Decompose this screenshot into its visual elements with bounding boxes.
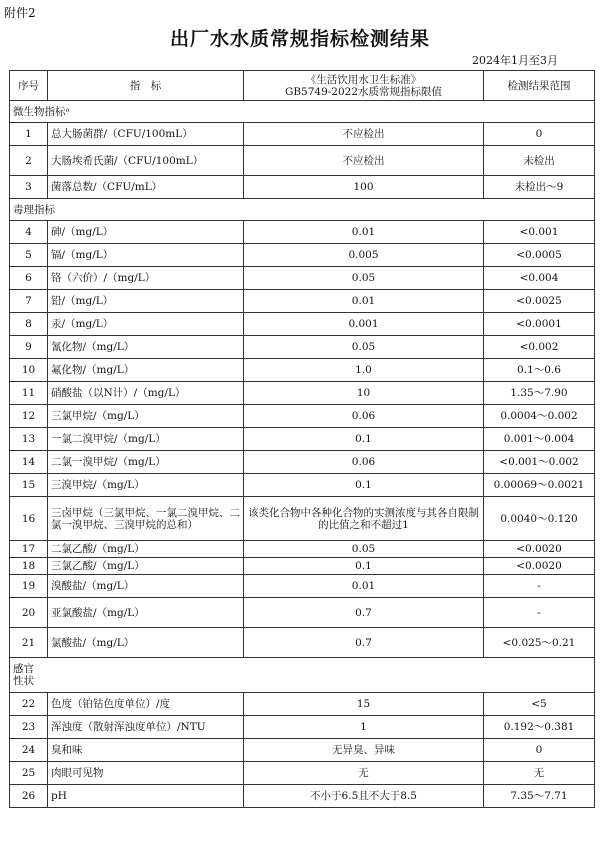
table-row xyxy=(10,313,595,336)
table-row xyxy=(10,382,595,405)
table-row xyxy=(10,336,595,359)
row-indicator: 砷/（mg/L） xyxy=(48,221,244,244)
table-row xyxy=(10,541,595,558)
row-limit: 0.1 xyxy=(244,474,484,497)
row-indicator: 二氯乙酸/（mg/L） xyxy=(48,541,244,558)
section-title-line2: 性状 xyxy=(13,675,34,687)
row-limit: 无 xyxy=(244,762,484,785)
row-result: <0.0020 xyxy=(484,558,595,575)
row-indicator: 镉/（mg/L） xyxy=(48,244,244,267)
section-row-toxicology xyxy=(10,199,595,221)
row-limit: 0.005 xyxy=(244,244,484,267)
row-result: 0 xyxy=(484,739,595,762)
row-result: <0.025～0.21 xyxy=(484,628,595,658)
row-result: 0.192～0.381 xyxy=(484,716,595,739)
row-limit: 0.01 xyxy=(244,290,484,313)
row-limit: 不小于6.5且不大于8.5 xyxy=(244,785,484,808)
row-indicator: 大肠埃希氏菌/（CFU/100mL） xyxy=(48,146,244,176)
section-title: 毒理指标 xyxy=(10,199,595,221)
table-row xyxy=(10,451,595,474)
row-no: 5 xyxy=(10,244,48,267)
header-limit xyxy=(244,71,484,101)
row-indicator: 硝酸盐（以N计）/（mg/L） xyxy=(48,382,244,405)
row-result: <0.0020 xyxy=(484,541,595,558)
table-header-row xyxy=(10,71,595,101)
row-indicator: pH xyxy=(48,785,244,808)
row-limit: 0.01 xyxy=(244,221,484,244)
row-indicator: 氟化物/（mg/L） xyxy=(48,359,244,382)
row-indicator: 菌落总数/（CFU/mL） xyxy=(48,176,244,199)
section-title xyxy=(10,658,595,693)
header-result: 检测结果范围 xyxy=(484,71,595,101)
row-no: 6 xyxy=(10,267,48,290)
row-no: 8 xyxy=(10,313,48,336)
row-result: 0.001～0.004 xyxy=(484,428,595,451)
table-row xyxy=(10,123,595,146)
row-limit: 1 xyxy=(244,716,484,739)
row-result: 无 xyxy=(484,762,595,785)
row-limit: 1.0 xyxy=(244,359,484,382)
row-indicator: 三卤甲烷（三氯甲烷、一氯二溴甲烷、二氯一溴甲烷、三溴甲烷的总和） xyxy=(48,497,244,541)
row-result: <0.004 xyxy=(484,267,595,290)
row-result: <0.0001 xyxy=(484,313,595,336)
table-row xyxy=(10,693,595,716)
table-row xyxy=(10,405,595,428)
table-row xyxy=(10,244,595,267)
table-row xyxy=(10,558,595,575)
row-no: 4 xyxy=(10,221,48,244)
row-result: - xyxy=(484,575,595,598)
row-result: 1.35～7.90 xyxy=(484,382,595,405)
row-limit: 100 xyxy=(244,176,484,199)
row-indicator: 总大肠菌群/（CFU/100mL） xyxy=(48,123,244,146)
row-no: 26 xyxy=(10,785,48,808)
table-row xyxy=(10,497,595,541)
header-limit-line1: 《生活饮用水卫生标准》 xyxy=(305,73,422,86)
row-indicator: 三氯乙酸/（mg/L） xyxy=(48,558,244,575)
row-result: 0.0004～0.002 xyxy=(484,405,595,428)
row-no: 12 xyxy=(10,405,48,428)
row-no: 7 xyxy=(10,290,48,313)
row-indicator: 溴酸盐/（mg/L） xyxy=(48,575,244,598)
row-result: 0.00069～0.0021 xyxy=(484,474,595,497)
row-result: <0.0025 xyxy=(484,290,595,313)
row-result: <0.001～0.002 xyxy=(484,451,595,474)
row-limit: 0.001 xyxy=(244,313,484,336)
row-indicator: 亚氯酸盐/（mg/L） xyxy=(48,598,244,628)
table-row xyxy=(10,428,595,451)
table-row xyxy=(10,785,595,808)
row-limit: 0.06 xyxy=(244,405,484,428)
row-no: 13 xyxy=(10,428,48,451)
row-result: <5 xyxy=(484,693,595,716)
row-indicator: 铅/（mg/L） xyxy=(48,290,244,313)
row-indicator: 铬（六价）/（mg/L） xyxy=(48,267,244,290)
row-result: <0.002 xyxy=(484,336,595,359)
row-result: 未检出～9 xyxy=(484,176,595,199)
section-row-sensory xyxy=(10,658,595,693)
row-limit: 0.01 xyxy=(244,575,484,598)
row-result: 0.1～0.6 xyxy=(484,359,595,382)
row-limit: 0.05 xyxy=(244,267,484,290)
row-limit: 0.1 xyxy=(244,558,484,575)
page-title: 出厂水水质常规指标检测结果 xyxy=(169,28,430,50)
row-indicator: 氰化物/（mg/L） xyxy=(48,336,244,359)
table-row xyxy=(10,221,595,244)
table-row xyxy=(10,762,595,785)
row-no: 23 xyxy=(10,716,48,739)
row-limit: 0.06 xyxy=(244,451,484,474)
row-limit: 不应检出 xyxy=(244,146,484,176)
row-no: 17 xyxy=(10,541,48,558)
row-no: 15 xyxy=(10,474,48,497)
row-result: 0.0040～0.120 xyxy=(484,497,595,541)
row-no: 22 xyxy=(10,693,48,716)
row-no: 25 xyxy=(10,762,48,785)
table-row xyxy=(10,146,595,176)
row-indicator: 三氯甲烷/（mg/L） xyxy=(48,405,244,428)
row-indicator: 二氯一溴甲烷/（mg/L） xyxy=(48,451,244,474)
row-indicator: 浑浊度（散射浑浊度单位）/NTU xyxy=(48,716,244,739)
row-limit: 15 xyxy=(244,693,484,716)
row-limit: 该类化合物中各种化合物的实测浓度与其各自限制的比值之和不超过1 xyxy=(244,497,484,541)
table-row xyxy=(10,739,595,762)
table-row xyxy=(10,716,595,739)
table-row xyxy=(10,598,595,628)
row-limit: 10 xyxy=(244,382,484,405)
row-indicator: 汞/（mg/L） xyxy=(48,313,244,336)
attachment-label: 附件2 xyxy=(4,6,36,20)
row-limit: 0.05 xyxy=(244,541,484,558)
table-row xyxy=(10,575,595,598)
row-indicator: 氯酸盐/（mg/L） xyxy=(48,628,244,658)
row-indicator: 臭和味 xyxy=(48,739,244,762)
row-no: 10 xyxy=(10,359,48,382)
row-no: 1 xyxy=(10,123,48,146)
table-row xyxy=(10,474,595,497)
section-title: 微生物指标ᵃ xyxy=(10,101,595,123)
report-period: 2024年1月至3月 xyxy=(472,54,558,67)
row-result: <0.0005 xyxy=(484,244,595,267)
row-result: 未检出 xyxy=(484,146,595,176)
row-limit: 0.1 xyxy=(244,428,484,451)
row-no: 16 xyxy=(10,497,48,541)
table-row xyxy=(10,359,595,382)
row-indicator: 色度（铂钴色度单位）/度 xyxy=(48,693,244,716)
row-result: 0 xyxy=(484,123,595,146)
row-indicator: 肉眼可见物 xyxy=(48,762,244,785)
row-result: - xyxy=(484,598,595,628)
results-table xyxy=(9,70,595,808)
row-no: 3 xyxy=(10,176,48,199)
row-no: 24 xyxy=(10,739,48,762)
row-result: <0.001 xyxy=(484,221,595,244)
row-no: 14 xyxy=(10,451,48,474)
row-no: 21 xyxy=(10,628,48,658)
header-limit-line2: GB5749-2022水质常规指标限值 xyxy=(284,85,443,98)
row-limit: 0.05 xyxy=(244,336,484,359)
row-limit: 无异臭、异味 xyxy=(244,739,484,762)
row-limit: 0.7 xyxy=(244,598,484,628)
row-no: 2 xyxy=(10,146,48,176)
row-no: 11 xyxy=(10,382,48,405)
row-indicator: 三溴甲烷/（mg/L） xyxy=(48,474,244,497)
row-no: 9 xyxy=(10,336,48,359)
header-indicator: 指 标 xyxy=(48,71,244,101)
row-no: 19 xyxy=(10,575,48,598)
section-row-microbial xyxy=(10,101,595,123)
row-limit: 不应检出 xyxy=(244,123,484,146)
section-title-line1: 感官 xyxy=(13,663,34,675)
table-row xyxy=(10,628,595,658)
header-no: 序号 xyxy=(10,71,48,101)
table-row xyxy=(10,290,595,313)
table-row xyxy=(10,267,595,290)
row-result: 7.35～7.71 xyxy=(484,785,595,808)
table-row xyxy=(10,176,595,199)
row-no: 20 xyxy=(10,598,48,628)
row-no: 18 xyxy=(10,558,48,575)
row-limit: 0.7 xyxy=(244,628,484,658)
row-indicator: 一氯二溴甲烷/（mg/L） xyxy=(48,428,244,451)
